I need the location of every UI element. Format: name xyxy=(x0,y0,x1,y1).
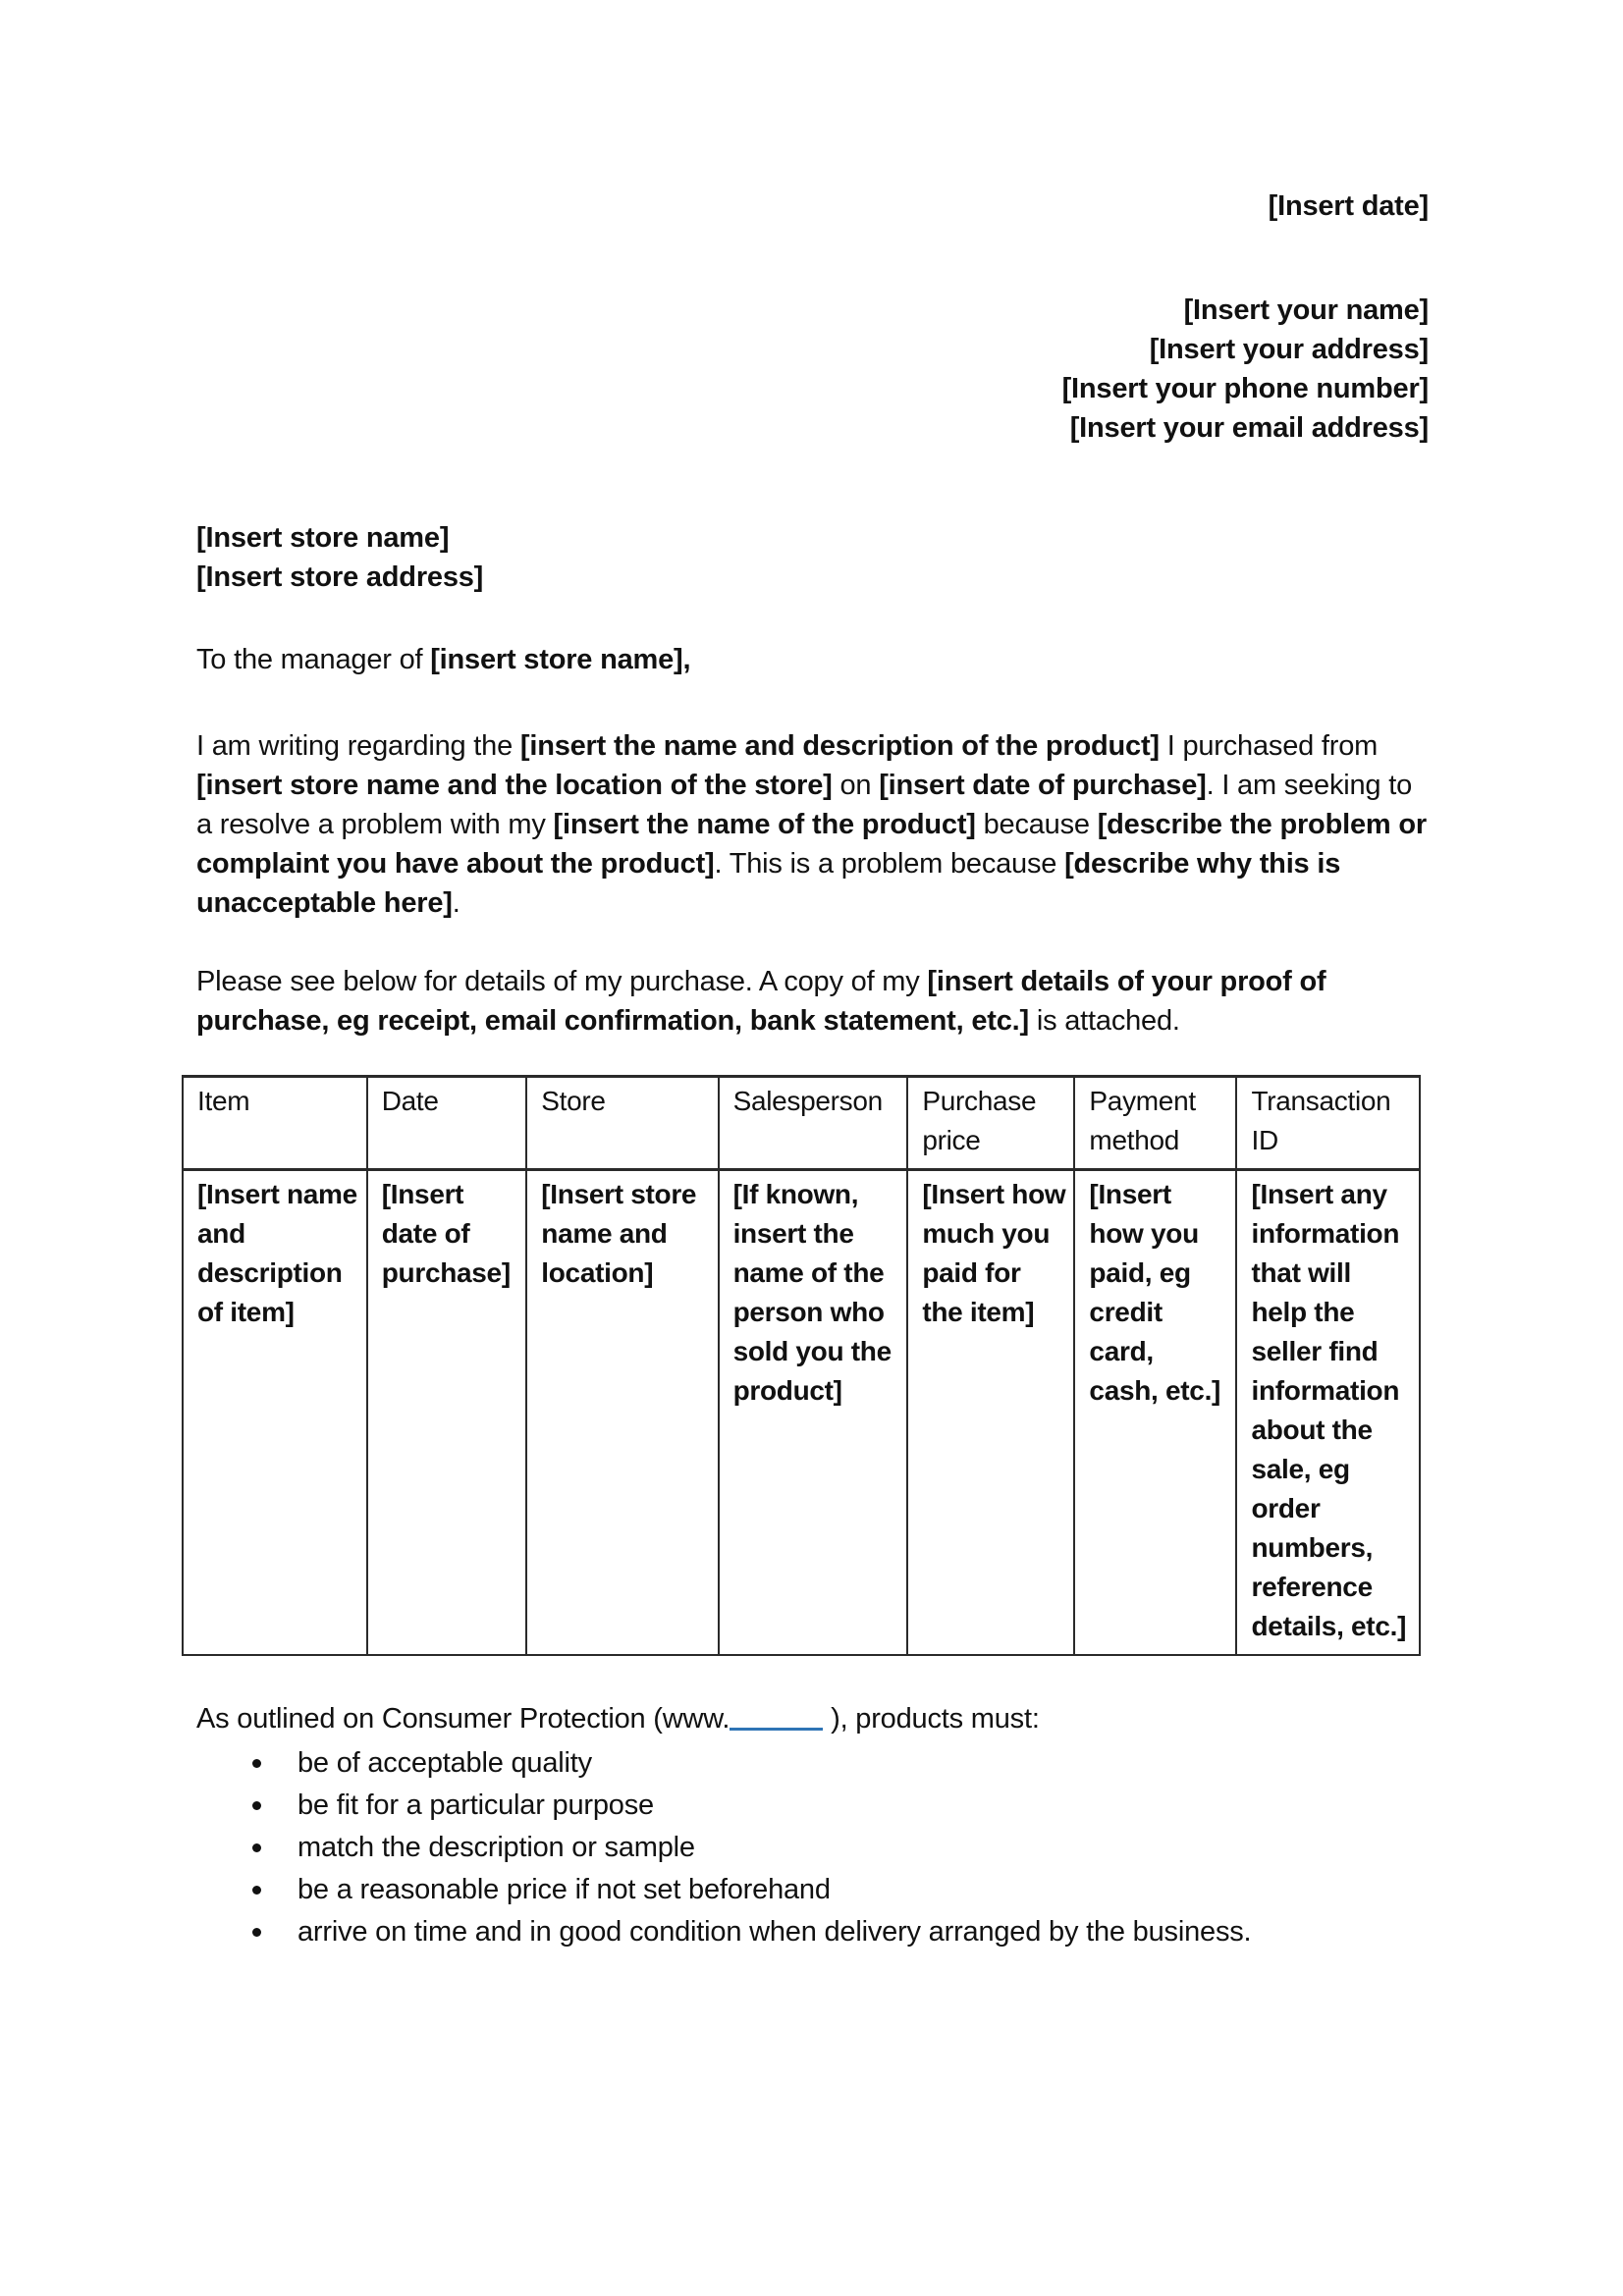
store-name-line: [Insert store name] xyxy=(196,522,450,554)
complaint-paragraph: I am writing regarding the [insert the name and description of the product] I purchased from [insert store name and the location of the store] on [insert date of purchase]. I am seeking to a resolve a problem with my [insert the name of the product] because [describe the problem or complaint you have about the product]. This is a problem because [describe why this is unacceptable here]. xyxy=(196,730,1427,919)
cell-date: [Insert date of purchase] xyxy=(367,1170,527,1656)
bullet-item xyxy=(196,1911,1429,1953)
bullet-dot-icon xyxy=(252,1928,261,1937)
bullet-text: be of acceptable quality xyxy=(298,1747,592,1779)
table-header-date: Date xyxy=(367,1077,527,1170)
table-row xyxy=(183,1170,1420,1656)
bullet-dot-icon xyxy=(252,1759,261,1768)
sender-name-line: [Insert your name] xyxy=(1183,294,1429,326)
store-address-line: [Insert store address] xyxy=(196,561,484,593)
bullet-text: match the description or sample xyxy=(298,1832,695,1863)
cell-transaction-id: [Insert any information that will help the seller find information about the sale, eg order numbers, reference details, etc.] xyxy=(1236,1170,1420,1656)
table-header-store: Store xyxy=(526,1077,718,1170)
bullet-item xyxy=(196,1827,1429,1869)
bullet-dot-icon xyxy=(252,1843,261,1852)
table-header-salesperson: Salesperson xyxy=(719,1077,908,1170)
sender-email-line: [Insert your email address] xyxy=(1069,412,1429,444)
sender-address-line: [Insert your address] xyxy=(1149,334,1429,365)
table-header-item: Item xyxy=(183,1077,367,1170)
bullet-item xyxy=(196,1869,1429,1911)
bullet-item xyxy=(196,1785,1429,1827)
table-header-transaction-id: Transaction ID xyxy=(1236,1077,1420,1170)
table-header-purchase-price: Purchase price xyxy=(907,1077,1074,1170)
salutation-line: To the manager of [insert store name], xyxy=(196,644,691,675)
cell-item: [Insert name and description of item] xyxy=(183,1170,367,1656)
purchase-details-table xyxy=(182,1075,1421,1656)
sender-header-block xyxy=(196,187,1429,448)
bullet-text: be a reasonable price if not set beforehand xyxy=(298,1874,831,1905)
cell-payment-method: [Insert how you paid, eg credit card, cash, etc.] xyxy=(1074,1170,1236,1656)
recipient-block xyxy=(196,518,1429,597)
cell-salesperson: [If known, insert the name of the person who sold you the product] xyxy=(719,1170,908,1656)
bullet-text: arrive on time and in good condition when delivery arranged by the business. xyxy=(298,1916,1252,1948)
cell-purchase-price: [Insert how much you paid for the item] xyxy=(907,1170,1074,1656)
table-header-row xyxy=(183,1077,1420,1170)
cell-store: [Insert store name and location] xyxy=(526,1170,718,1656)
proof-of-purchase-paragraph: Please see below for details of my purchase. A copy of my [insert details of your proof of purchase, eg receipt, email confirmation, bank statement, etc.] is attached. xyxy=(196,966,1326,1037)
insert-date-line: [Insert date] xyxy=(1268,190,1429,222)
bullet-text: be fit for a particular purpose xyxy=(298,1789,654,1821)
products-must-bullet-list xyxy=(196,1742,1429,1953)
sender-phone-line: [Insert your phone number] xyxy=(1061,373,1429,404)
bullet-dot-icon xyxy=(252,1886,261,1895)
consumer-protection-line: As outlined on Consumer Protection (www. ), products must: xyxy=(196,1699,1429,1738)
table-header-payment-method: Payment method xyxy=(1074,1077,1236,1170)
bullet-item xyxy=(196,1742,1429,1785)
bullet-dot-icon xyxy=(252,1801,261,1810)
